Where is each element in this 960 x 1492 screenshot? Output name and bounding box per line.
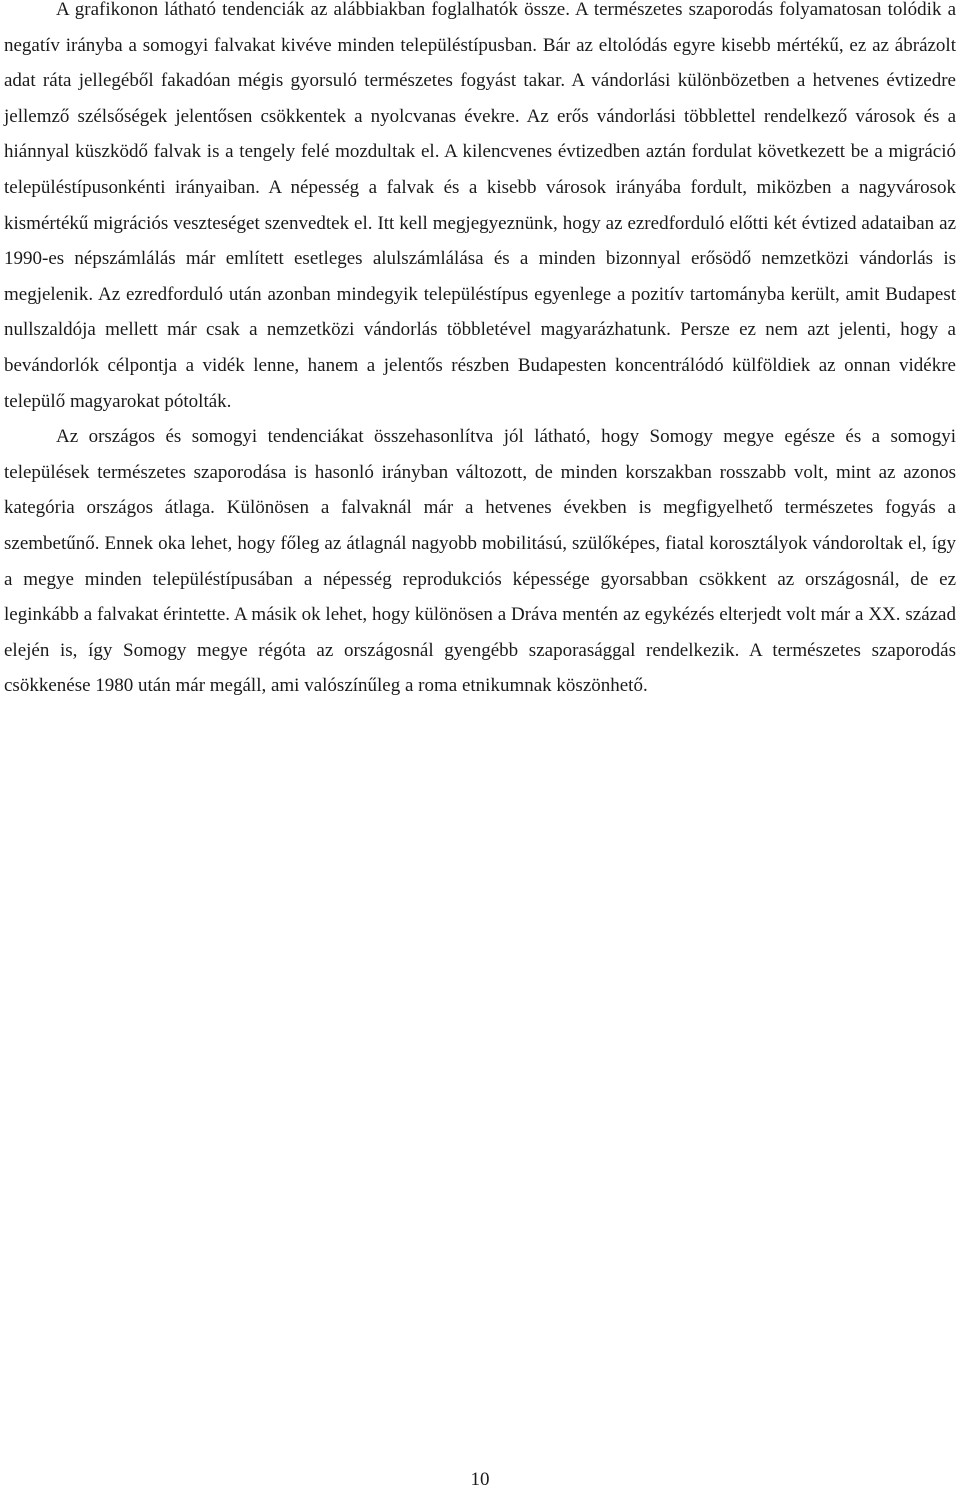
page-number: 10 — [470, 1469, 490, 1490]
paragraph: Az országos és somogyi tendenciákat összehasonlítva jól látható, hogy Somogy megye egésze és a somogyi települések természetes szaporodása is hasonló irányban változott, de minden korszakban rosszabb volt, mint az azonos kategória országos átlaga. Különösen a falvaknál már a hetvenes években is megfigyelhető természetes fogyás a szembetűnő. Ennek oka lehet, hogy főleg az átlagnál nagyobb mobilitású, szülőképes, fiatal korosztályok vándoroltak el, így a megye minden településtípusában a népesség reprodukciós képessége gyorsabban csökkent az országosnál, de ez leginkább a falvakat érintette. A másik ok lehet, hogy különösen a Dráva mentén az egykézés elterjedt volt már a XX. század elején is, így Somogy megye régóta az országosnál gyengébb szaporasággal rendelkezik. A természetes szaporodás csökkenése 1980 után már megáll, ami valószínűleg a roma etnikumnak köszönhető. — [4, 426, 956, 697]
document-body — [4, 0, 956, 704]
paragraph: A grafikonon látható tendenciák az alábbiakban foglalhatók össze. A természetes szaporodás folyamatosan tolódik a negatív irányba a somogyi falvakat kivéve minden településtípusban. Bár az eltolódás egyre kisebb mértékű, ez az ábrázolt adat ráta jellegéből fakadóan mégis gyorsuló természetes fogyást takar. A vándorlási különbözetben a hetvenes évtizedre jellemző szélsőségek jelentősen csökkentek a nyolcvanas évekre. Az erős vándorlási többlettel rendelkező városok és a hiánnyal küszködő falvak is a tengely felé mozdultak el. A kilencvenes évtizedben aztán fordulat következett be a migráció településtípusonkénti irányaiban. A népesség a falvak és a kisebb városok irányába fordult, miközben a nagyvárosok kismértékű migrációs veszteséget szenvedtek el. Itt kell megjegyeznünk, hogy az ezredforduló előtti két évtized adataiban az 1990-es népszámlálás már említett esetleges alulszámlálása és a minden bizonnyal erősödő nemzetközi vándorlás is megjelenik. Az ezredforduló után azonban mindegyik településtípus egyenlege a pozitív tartományba került, amit Budapest nullszaldója mellett már csak a nemzetközi vándorlás többletével magyarázhatunk. Persze ez nem azt jelenti, hogy a bevándorlók célpontja a vidék lenne, hanem a jelentős részben Budapesten koncentrálódó külföldiek az onnan vidékre települő magyarokat pótolták. — [4, 0, 956, 412]
